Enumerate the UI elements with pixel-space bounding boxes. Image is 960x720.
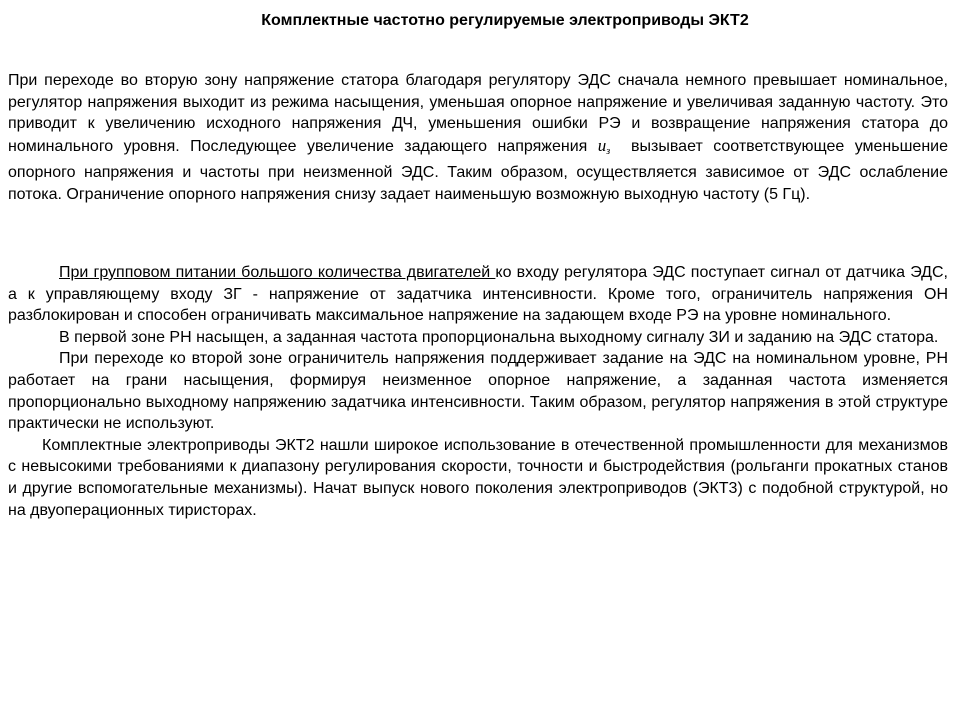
paragraph-second-zone-transition: При переходе ко второй зоне ограничитель напряжения поддерживает задание на ЭДС на номинальном уровне, РН работает на грани насыщения, формируя неизменное опорное напряжение, а заданная частота изменяется пропорционально выходному напряжению задатчика интенсивности. Таким образом, регулятор напряжения в этой структуре практически не используют. [8,350,948,433]
paragraph-ekt2-usage: Комплектные электроприводы ЭКТ2 нашли широкое использование в отечественной промышленности для механизмов с невысокими требованиями к диапазону регулирования скорости, точности и быстродействия (рольганги прокатных станов и другие вспомогательные механизмы). Начат выпуск нового поколения электроприводов (ЭКТ3) с подобной структурой, но на двуоперационных тиристорах. [8,436,948,519]
variable-u-z: $u_з$ [597,135,611,157]
paragraph-text: При переходе во вторую зону напряжение статора благодаря регулятору ЭДС сначала немного превышает номинальное, регулятор напряжения выходит из режима насыщения, уменьшая опорное напряжение и увеличивая заданную частоту. Это приводит к увеличению исходного напряжения ДЧ, уменьшения ошибки РЭ и возвращение напряжения статора до номинального уровня. Последующее увеличение задающего напряжения [8,72,948,155]
paragraph-text: ко входу регулятора ЭДС поступает сигнал от датчика ЭДС, а к управляющему входу ЗГ - напряжение от задатчика интенсивности. Кроме того, ограничитель напряжения ОН разблокирован и способен ограничивать максимальное напряжение на задающем входе РЭ на уровне номинального. [8,264,948,325]
paragraph-group-supply [8,262,948,327]
paragraph-text: вызывает соответствующее уменьшение опорного напряжения и частоты при неизменной ЭДС. Таким образом, осуществляется зависимое от ЭДС ослабление потока. Ограничение опорного напряжения снизу задает наименьшую возможную выходную частоту (5 Гц). [8,137,953,203]
slide-title: Комплектные частотно регулируемые электроприводы ЭКТ2 [261,12,749,29]
paragraph-second-zone [8,70,953,206]
underlined-phrase: При групповом питании большого количества двигателей [59,264,496,281]
paragraph-first-zone: В первой зоне РН насыщен, а заданная частота пропорциональна выходному сигналу ЗИ и заданию на ЭДС статора. [59,328,939,346]
body-block [8,262,948,521]
